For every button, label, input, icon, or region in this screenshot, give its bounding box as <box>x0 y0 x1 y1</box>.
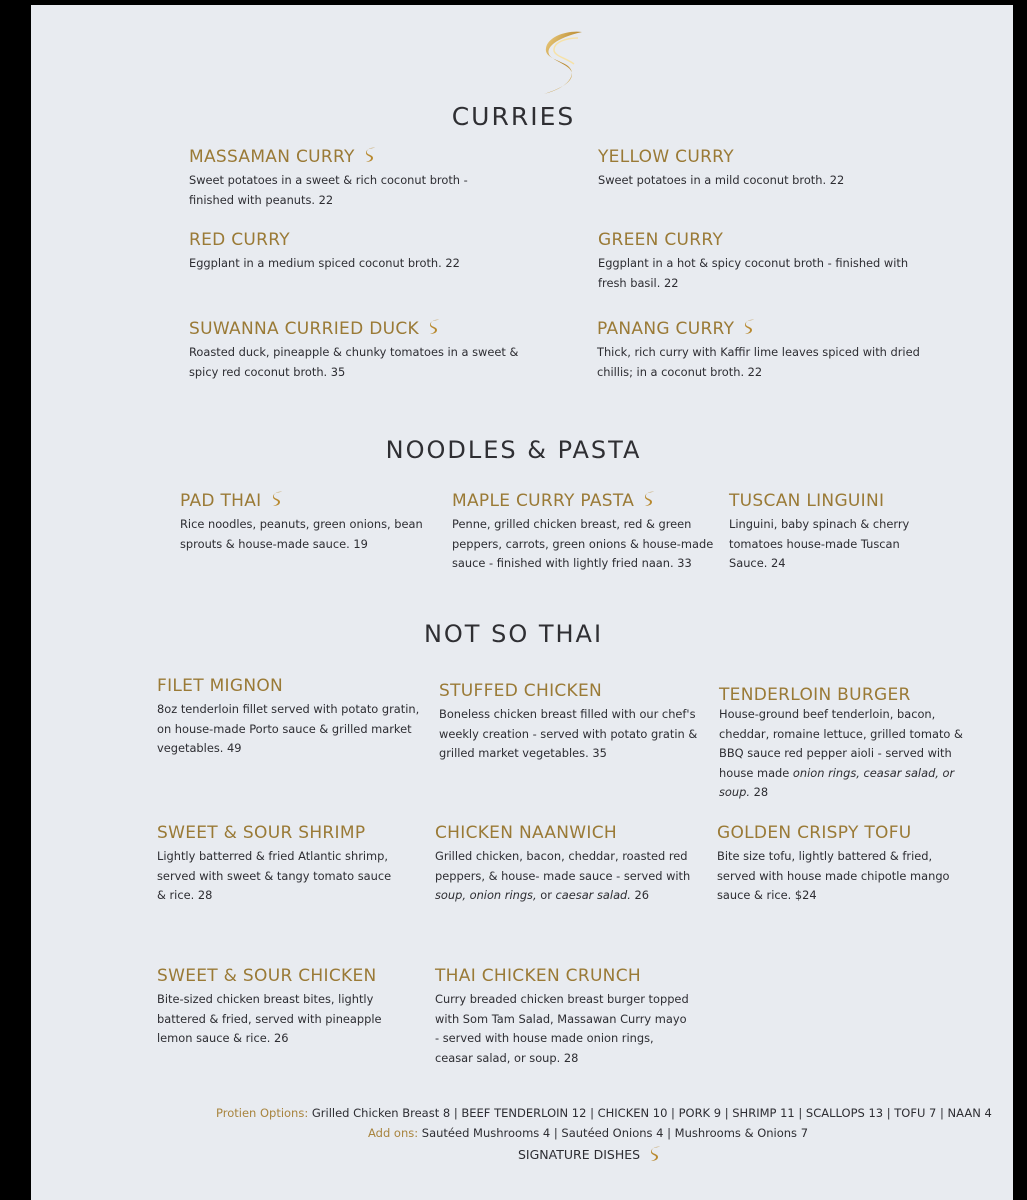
menu-item-red-curry <box>189 230 549 274</box>
item-desc: BBQ sauce red pepper aioli - served with <box>719 746 952 760</box>
item-desc: Penne, grilled chicken breast, red & green <box>452 517 692 531</box>
item-desc: Curry breaded chicken breast burger topped <box>435 992 689 1006</box>
signature-icon <box>429 319 440 335</box>
restaurant-logo-icon <box>538 28 586 100</box>
item-desc: vegetables. 49 <box>157 741 242 755</box>
item-desc: Lightly batterred & fried Atlantic shrimp, <box>157 849 388 863</box>
item-desc: - served with house made onion rings, <box>435 1031 654 1045</box>
menu-item-maple-curry-pasta <box>452 491 722 574</box>
item-name: GREEN CURRY <box>598 230 724 250</box>
item-desc: with Som Tam Salad, Massawan Curry mayo <box>435 1011 687 1026</box>
menu-item-green-curry <box>598 230 958 293</box>
item-desc: Grilled chicken, bacon, cheddar, roasted red <box>435 849 688 863</box>
item-desc: weekly creation - served with potato gratin & <box>439 726 698 741</box>
item-desc: sauce & rice. $24 <box>717 888 817 902</box>
item-desc: sauce - finished with lightly fried naan. 33 <box>452 556 692 570</box>
add-ons-text: Sautéed Mushrooms 4 | Sautéed Onions 4 | Mushrooms & Onions 7 <box>418 1126 809 1140</box>
item-name: RED CURRY <box>189 230 290 250</box>
item-desc: fresh basil. 22 <box>598 275 679 290</box>
item-name: TENDERLOIN BURGER <box>719 685 911 705</box>
item-desc: battered & fried, served with pineapple <box>157 1011 382 1026</box>
item-desc: tomatoes house-made Tuscan <box>729 536 900 551</box>
protein-options-line <box>216 1106 992 1120</box>
item-desc: 26 <box>630 888 650 902</box>
protein-options-label: Protien Options: <box>216 1106 309 1120</box>
menu-item-tuscan-linguini <box>729 491 979 574</box>
item-desc: 28 <box>749 785 769 799</box>
menu-item-panang-curry <box>597 319 977 382</box>
item-desc: Roasted duck, pineapple & chunky tomatoes in a sweet & <box>189 345 519 359</box>
item-desc: Sweet potatoes in a mild coconut broth. 22 <box>598 173 845 187</box>
signature-legend-label: SIGNATURE DISHES <box>518 1147 641 1162</box>
item-desc: Boneless chicken breast filled with our chef's <box>439 707 696 721</box>
item-desc: grilled market vegetables. 35 <box>439 746 607 760</box>
menu-item-sweet-sour-shrimp <box>157 823 417 906</box>
item-desc: chillis; in a coconut broth. 22 <box>597 364 763 379</box>
menu-item-pad-thai <box>180 491 440 554</box>
menu-item-massaman-curry <box>189 147 549 210</box>
item-desc-italic: soup. <box>719 785 750 799</box>
item-desc: Bite size tofu, lightly battered & fried, <box>717 849 933 863</box>
protein-options-text: Grilled Chicken Breast 8 | BEEF TENDERLOIN 12 | CHICKEN 10 | PORK 9 | SHRIMP 11 | SCALLOPS 13 | TOFU 7 | NAAN 4 <box>308 1106 992 1120</box>
menu-item-chicken-naanwich <box>435 823 705 906</box>
item-name: TUSCAN LINGUINI <box>729 491 885 511</box>
section-title-noodles-pasta: NOODLES & PASTA <box>385 436 642 464</box>
item-name: SWEET & SOUR CHICKEN <box>157 966 377 986</box>
item-name: SWEET & SOUR SHRIMP <box>157 823 366 843</box>
signature-icon <box>365 147 376 163</box>
item-desc: Thick, rich curry with Kaffir lime leaves spiced with dried <box>597 345 920 359</box>
item-desc: 8oz tenderloin fillet served with potato gratin, <box>157 702 420 716</box>
item-desc: house made <box>719 765 793 780</box>
item-desc: spicy red coconut broth. 35 <box>189 364 346 379</box>
section-title-curries: CURRIES <box>451 102 576 131</box>
item-name: CHICKEN NAANWICH <box>435 823 617 843</box>
add-ons-line <box>368 1126 808 1140</box>
section-title-not-so-thai: NOT SO THAI <box>423 620 604 648</box>
item-desc: finished with peanuts. 22 <box>189 192 334 207</box>
signature-icon <box>272 491 283 507</box>
item-desc: House-ground beef tenderloin, bacon, <box>719 707 936 721</box>
item-name: PAD THAI <box>180 491 262 511</box>
item-desc: on house-made Porto sauce & grilled market <box>157 721 412 736</box>
item-desc: lemon sauce & rice. 26 <box>157 1031 289 1045</box>
item-desc-italic: onion rings, ceasar salad, or <box>792 765 955 780</box>
signature-icon <box>650 1146 661 1162</box>
item-desc: served with house made chipotle mango <box>717 868 950 883</box>
item-desc: Rice noodles, peanuts, green onions, bean <box>180 517 423 531</box>
item-desc: or <box>536 888 556 902</box>
item-name: MASSAMAN CURRY <box>189 147 355 167</box>
item-desc: cheddar, romaine lettuce, grilled tomato & <box>719 726 963 741</box>
item-desc: Eggplant in a medium spiced coconut broth. 22 <box>189 256 460 270</box>
menu-item-tenderloin-burger <box>719 685 979 803</box>
item-desc: ceasar salad, or soup. 28 <box>435 1050 579 1065</box>
signature-icon <box>744 319 755 335</box>
item-name: GOLDEN CRISPY TOFU <box>717 823 912 843</box>
menu-item-filet-mignon <box>157 676 427 759</box>
item-desc-italic: soup, onion rings, <box>435 888 537 902</box>
item-desc: & rice. 28 <box>157 888 213 902</box>
item-desc: peppers, carrots, green onions & house-made <box>452 536 714 551</box>
menu-item-suwanna-curried-duck <box>189 319 569 382</box>
item-name: PANANG CURRY <box>597 319 735 339</box>
signature-icon <box>644 491 655 507</box>
item-desc: Sweet potatoes in a sweet & rich coconut broth - <box>189 173 468 187</box>
item-desc: Bite-sized chicken breast bites, lightly <box>157 992 374 1006</box>
item-desc-italic: caesar salad. <box>555 888 631 902</box>
item-name: MAPLE CURRY PASTA <box>452 491 635 511</box>
item-desc: Eggplant in a hot & spicy coconut broth - finished with <box>598 256 909 270</box>
item-desc: served with sweet & tangy tomato sauce <box>157 868 392 883</box>
item-desc: Linguini, baby spinach & cherry <box>729 517 910 531</box>
signature-legend <box>518 1147 661 1164</box>
menu-item-stuffed-chicken <box>439 681 709 764</box>
add-ons-label: Add ons: <box>368 1126 419 1140</box>
item-name: THAI CHICKEN CRUNCH <box>435 966 641 986</box>
menu-item-golden-crispy-tofu <box>717 823 977 906</box>
menu-item-sweet-sour-chicken <box>157 966 417 1049</box>
item-desc: sprouts & house-made sauce. 19 <box>180 536 368 551</box>
item-desc: Sauce. 24 <box>729 556 786 570</box>
item-name: STUFFED CHICKEN <box>439 681 603 701</box>
item-name: FILET MIGNON <box>157 676 284 696</box>
item-name: SUWANNA CURRIED DUCK <box>189 319 419 339</box>
item-desc: peppers, & house- made sauce - served with <box>435 868 691 883</box>
menu-item-yellow-curry <box>598 147 958 191</box>
menu-item-thai-chicken-crunch <box>435 966 705 1068</box>
item-name: YELLOW CURRY <box>598 147 734 167</box>
